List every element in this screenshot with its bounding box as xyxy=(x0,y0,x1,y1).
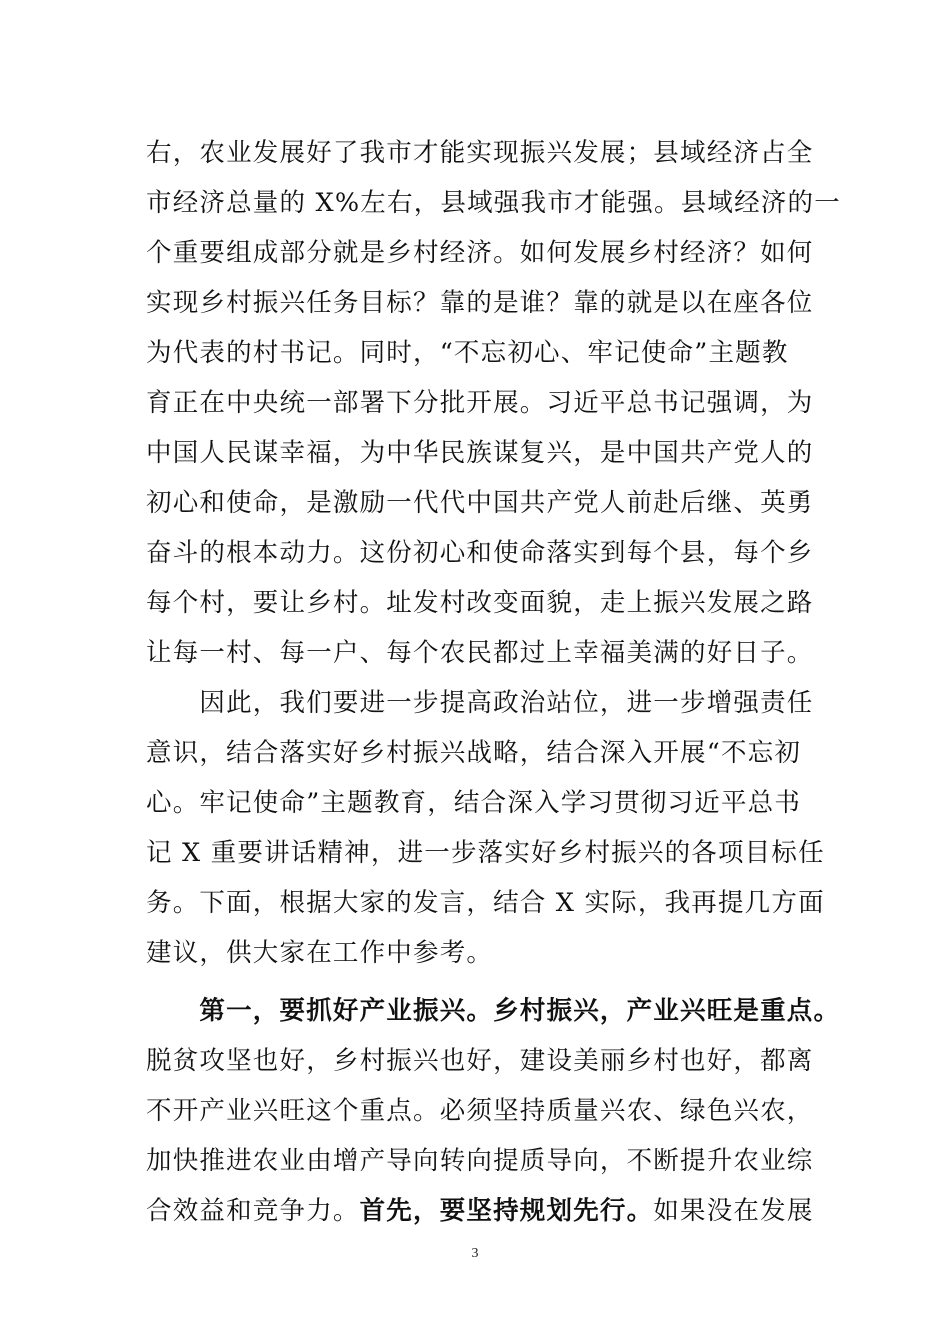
text-span: 让每一村、每一户、每个农民都过上幸福美满的好日子。 xyxy=(146,638,814,668)
text-line xyxy=(146,278,812,328)
text-span: 为代表的村书记。同时，“不忘初心、牢记使命”主题教 xyxy=(146,338,789,368)
text-line xyxy=(146,378,812,428)
text-line xyxy=(146,986,841,1036)
text-span: 脱贫攻坚也好，乡村振兴也好，建设美丽乡村也好，都离 xyxy=(146,1046,814,1076)
text-span: 每个村，要让乡村。址发村改变面貌，走上振兴发展之路 xyxy=(146,588,814,618)
text-line xyxy=(146,528,812,578)
text-line xyxy=(146,478,812,528)
text-span: 意识，结合落实好乡村振兴战略，结合深入开展“不忘初 xyxy=(146,738,802,768)
text-span: 加快推进农业由增产导向转向提质导向，不断提升农业综 xyxy=(146,1146,814,1176)
text-span: 不开产业兴旺这个重点。必须坚持质量兴农、绿色兴农， xyxy=(146,1096,814,1126)
text-line xyxy=(146,578,812,628)
text-line xyxy=(146,178,841,228)
text-span: 个重要组成部分就是乡村经济。如何发展乡村经济？如何 xyxy=(146,238,814,268)
text-span: 右，农业发展好了我市才能实现振兴发展；县域经济占全 xyxy=(146,138,814,168)
text-span: 如果没在发展 xyxy=(653,1196,814,1226)
text-line xyxy=(146,728,812,778)
text-line xyxy=(146,1136,812,1186)
text-line xyxy=(146,228,812,278)
text-line xyxy=(146,328,812,378)
text-line xyxy=(146,928,812,978)
text-span: 因此，我们要进一步提高政治站位，进一步增强责任 xyxy=(146,688,814,718)
text-span: 实现乡村振兴任务目标？靠的是谁？靠的就是以在座各位 xyxy=(146,288,814,318)
text-line xyxy=(146,428,812,478)
text-line xyxy=(146,678,812,728)
text-span: 奋斗的根本动力。这份初心和使命落实到每个县，每个乡 xyxy=(146,538,814,568)
text-span: 育正在中央统一部署下分批开展。习近平总书记强调，为 xyxy=(146,388,814,418)
bold-text-span: 首先，要坚持规划先行。 xyxy=(359,1196,654,1226)
text-line xyxy=(146,828,825,878)
text-line xyxy=(146,1186,812,1236)
text-line xyxy=(146,1036,812,1086)
text-line xyxy=(146,1086,812,1136)
text-line xyxy=(146,878,825,928)
text-span: 务。下面，根据大家的发言，结合 X 实际，我再提几方面 xyxy=(146,888,825,918)
text-span: 记 X 重要讲话精神，进一步落实好乡村振兴的各项目标任 xyxy=(146,838,825,868)
text-span: 建议，供大家在工作中参考。 xyxy=(146,938,494,968)
text-span: 心。牢记使命”主题教育，结合深入学习贯彻习近平总书 xyxy=(146,788,802,818)
text-span: 市经济总量的 X%左右，县域强我市才能强。县域经济的一 xyxy=(146,188,841,218)
text-span: 初心和使命，是激励一代代中国共产党人前赴后继、英勇 xyxy=(146,488,814,518)
text-line xyxy=(146,128,812,178)
page-number: 3 xyxy=(471,1246,479,1261)
body-text xyxy=(146,128,841,1236)
bold-text-span: 第一，要抓好产业振兴。乡村振兴，产业兴旺是重点。 xyxy=(146,996,841,1026)
text-span: 合效益和竞争力。 xyxy=(146,1196,360,1226)
text-line xyxy=(146,628,812,678)
text-line xyxy=(146,778,812,828)
text-span: 中国人民谋幸福，为中华民族谋复兴，是中国共产党人的 xyxy=(146,438,814,468)
